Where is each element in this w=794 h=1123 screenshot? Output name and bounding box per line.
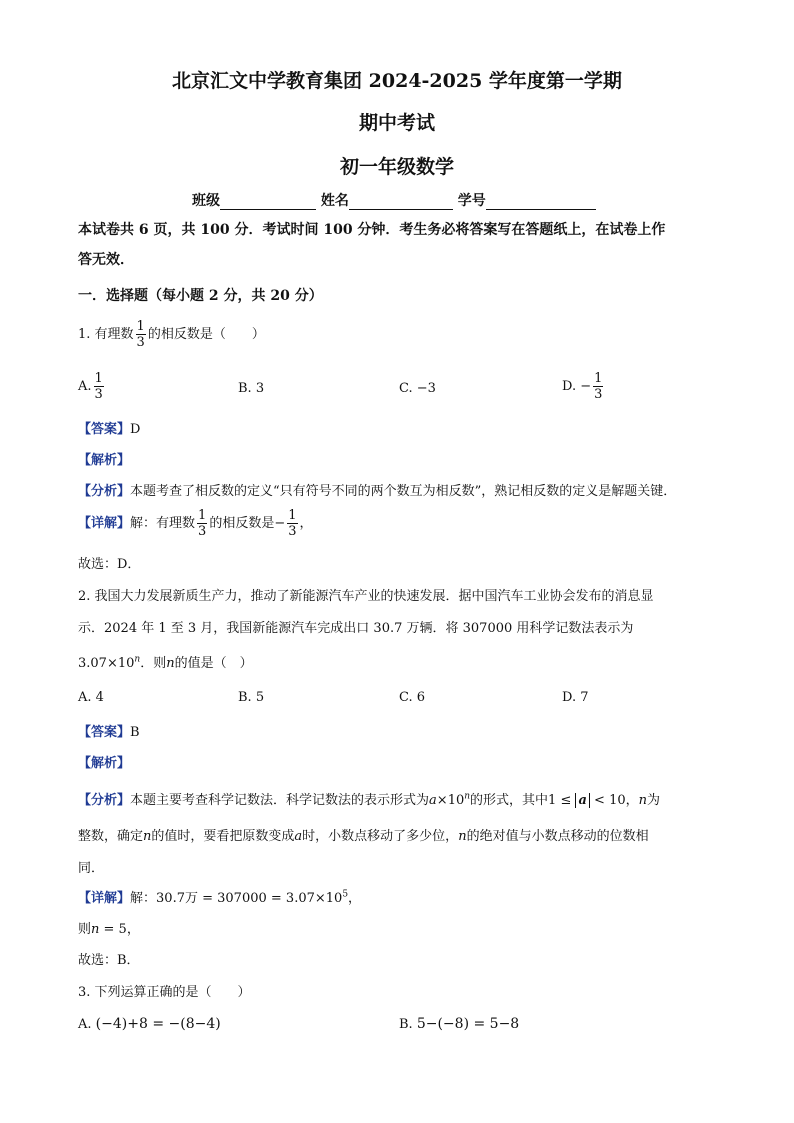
q2-line-1: 2. 我国大力发展新质生产力，推动了新能源汽车产业的快速发展．据中国汽车工业协会发布的消息显 xyxy=(78,589,654,604)
q2-detail-prefix: 解： xyxy=(130,891,157,906)
q2-var-n: n xyxy=(166,656,175,671)
q1-opt-a-num: 1 xyxy=(94,371,103,386)
q1-opt-a-frac xyxy=(94,371,104,402)
q1-answer-tag: 【答案】 xyxy=(78,422,131,437)
q2-fenxi-text-4: 为 xyxy=(647,793,661,808)
q3-opt-b-expr: 5−(−8) = 5−8 xyxy=(416,1016,520,1032)
q3-option-b xyxy=(399,1016,519,1032)
q2-fenxi-line-3: 同． xyxy=(78,861,105,876)
q2-option-c: C. 6 xyxy=(399,690,426,705)
q1-detail-end: ， xyxy=(299,516,313,531)
id-label: 学号 xyxy=(457,193,486,209)
q1-opt-d-den: 3 xyxy=(594,387,603,402)
q2-detail-eq: 30.7万 = 307000 = 3.07×10 xyxy=(156,891,343,906)
q3-option-a xyxy=(78,1016,221,1032)
q1-suffix: 的相反数是（ ） xyxy=(147,327,265,342)
q2-detail xyxy=(78,887,361,906)
q1-answer-value: D xyxy=(130,422,141,437)
q2-fenxi-n: n xyxy=(638,793,648,808)
q2-fenxi-exp: n xyxy=(464,791,471,802)
q2-fenxi-times10: ×10 xyxy=(436,793,465,808)
q2-fenxi-l2-n: n xyxy=(143,829,152,844)
q1-detail-frac-1 xyxy=(197,508,207,539)
q2-option-a: A. 4 xyxy=(78,690,104,705)
id-blank xyxy=(486,195,596,210)
q2-fenxi-text-1: 本题主要考查科学记数法．科学记数法的表示形式为 xyxy=(130,793,430,808)
notice-line-1: 本试卷共 6 页，共 100 分．考试时间 100 分钟．考生务必将答案写在答题纸上，在试卷上作 xyxy=(78,222,666,238)
q2-choose: 故选：B． xyxy=(78,953,140,968)
q1-detail-tag: 【详解】 xyxy=(78,516,131,531)
name-label: 姓名 xyxy=(320,193,349,209)
q2-fenxi-line-1 xyxy=(78,789,660,808)
q1-option-c: C. −3 xyxy=(399,381,436,396)
q2-detail-end: ， xyxy=(348,891,362,906)
q1-detail-num-1: 1 xyxy=(198,508,207,523)
q2-fenxi-line-2 xyxy=(78,825,649,844)
q1-detail-num-2: 1 xyxy=(288,508,297,523)
q1-opt-d-num: 1 xyxy=(594,371,603,386)
q2-line3-end: 的值是（ ） xyxy=(174,656,253,671)
q1-fenxi-text: 本题考查了相反数的定义“只有符号不同的两个数互为相反数”，熟记相反数的定义是解题关键． xyxy=(130,484,677,499)
q2-analysis-tag: 【解析】 xyxy=(78,756,131,771)
q1-frac-num: 1 xyxy=(136,319,145,334)
q1-stem xyxy=(78,319,265,350)
q1-fenxi-tag: 【分析】 xyxy=(78,484,131,499)
q1-fraction xyxy=(136,319,146,350)
q2-then-n: n xyxy=(91,922,100,937)
q2-fenxi-text-2: 的形式，其中 xyxy=(470,793,549,808)
q3-opt-b-label: B. xyxy=(399,1017,413,1032)
q1-detail-prefix: 解：有理数 xyxy=(130,516,196,531)
q2-detail-exp: 5 xyxy=(342,889,349,900)
q1-detail-mid: 的相反数是− xyxy=(209,516,286,531)
q1-fenxi xyxy=(78,480,676,499)
q2-sci-base: 3.07×10 xyxy=(78,656,135,671)
q2-fenxi-comma: ， xyxy=(625,793,639,808)
q1-analysis-tag: 【解析】 xyxy=(78,453,131,468)
q3-stem: 3. 下列运算正确的是（ ） xyxy=(78,985,251,1000)
q1-detail-den-1: 3 xyxy=(198,524,207,539)
q2-fenxi-l2-d: 的绝对值与小数点移动的位数相 xyxy=(466,829,649,844)
subject-title: 初一年级数学 xyxy=(339,156,454,178)
q3-opt-a-label: A. xyxy=(78,1017,92,1032)
q1-choose: 故选：D． xyxy=(78,557,141,572)
q2-sci-exp: n xyxy=(134,654,141,665)
q2-fenxi-abs-a: a xyxy=(575,793,589,808)
q2-fenxi-l2-n2: n xyxy=(458,829,467,844)
q1-opt-a-label: A. xyxy=(78,379,92,394)
q1-detail-frac-2 xyxy=(287,508,297,539)
q2-fenxi-ineq-left: 1 ≤ xyxy=(548,793,576,808)
q1-option-d xyxy=(562,371,605,402)
section-heading: 一．选择题（每小题 2 分，共 20 分） xyxy=(78,288,323,304)
q2-fenxi-l2-c: 时，小数点移动了多少位， xyxy=(302,829,459,844)
q2-answer xyxy=(78,721,140,740)
q1-opt-d-frac xyxy=(593,371,603,402)
q2-then-prefix: 则 xyxy=(78,922,92,937)
q2-detail-tag: 【详解】 xyxy=(78,891,131,906)
q1-detail-den-2: 3 xyxy=(288,524,297,539)
student-info-line xyxy=(192,190,596,210)
notice-line-2: 答无效． xyxy=(78,252,134,268)
q2-then-eq: = 5， xyxy=(99,922,140,937)
q1-option-a xyxy=(78,371,106,402)
q2-line-3 xyxy=(78,652,253,671)
q2-answer-tag: 【答案】 xyxy=(78,725,131,740)
q2-fenxi-l2-a: 整数，确定 xyxy=(78,829,144,844)
school-title: 北京汇文中学教育集团 2024-2025 学年度第一学期 xyxy=(172,70,622,92)
exam-title: 期中考试 xyxy=(358,112,435,134)
q1-option-b: B. 3 xyxy=(238,381,265,396)
q1-opt-a-den: 3 xyxy=(94,387,103,402)
q2-option-b: B. 5 xyxy=(238,690,265,705)
q1-frac-den: 3 xyxy=(136,335,145,350)
q1-answer xyxy=(78,418,140,437)
q2-fenxi-ineq-right: < 10 xyxy=(589,793,626,808)
q1-opt-d-label: D. − xyxy=(562,379,592,394)
q1-detail xyxy=(78,508,313,539)
q2-answer-value: B xyxy=(130,725,140,740)
name-blank xyxy=(349,195,453,210)
q2-fenxi-tag: 【分析】 xyxy=(78,793,131,808)
class-label: 班级 xyxy=(192,193,220,209)
q2-option-d: D. 7 xyxy=(562,690,589,705)
class-blank xyxy=(220,195,316,210)
q2-line-2: 示．2024 年 1 至 3 月，我国新能源汽车完成出口 30.7 万辆．将 307000 用科学记数法表示为 xyxy=(78,621,634,636)
q2-fenxi-a: a xyxy=(429,793,437,808)
q2-line3-rest: ．则 xyxy=(140,656,167,671)
q3-opt-a-expr: (−4)+8 = −(8−4) xyxy=(95,1016,221,1032)
q2-fenxi-l2-a2: a xyxy=(294,829,303,844)
q2-fenxi-l2-b: 的值时，要看把原数变成 xyxy=(151,829,295,844)
q2-then xyxy=(78,918,140,937)
q1-prefix: 1. 有理数 xyxy=(78,327,134,342)
